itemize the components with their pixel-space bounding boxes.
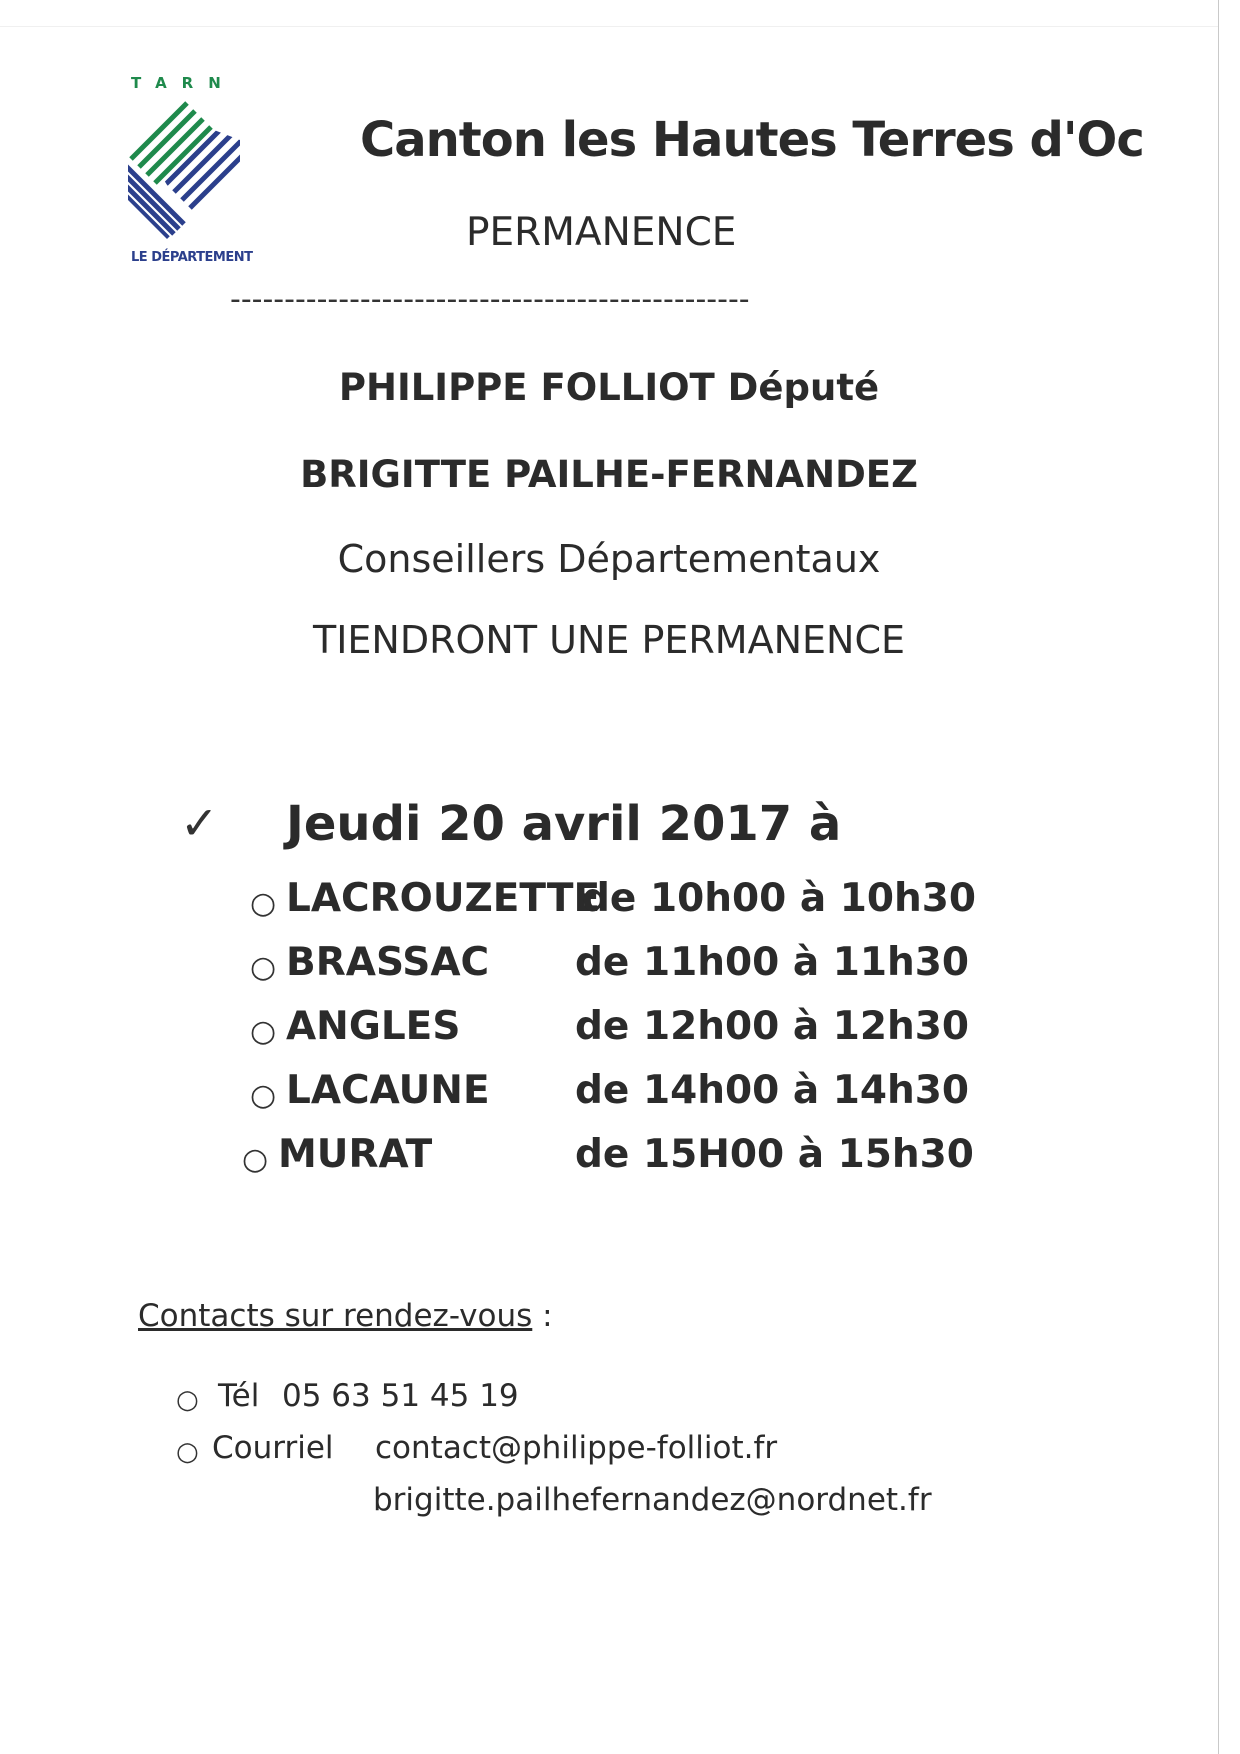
- contacts-title: Contacts sur rendez-vous: [138, 1298, 533, 1334]
- email-address[interactable]: contact@philippe-folliot.fr: [375, 1430, 778, 1466]
- role-text: Conseillers Départementaux: [337, 537, 881, 581]
- schedule-place: LACROUZETTE: [286, 876, 601, 921]
- schedule-place: ANGLES: [286, 1004, 461, 1049]
- bullet-icon: ○: [242, 1142, 269, 1177]
- email-label: Courriel: [212, 1430, 334, 1466]
- announcement-text: TIENDRONT UNE PERMANENCE: [313, 618, 905, 662]
- page-subtitle: PERMANENCE: [466, 210, 737, 255]
- tarn-logo-icon: [128, 100, 240, 242]
- contacts-heading: [138, 1298, 553, 1334]
- bullet-icon: ○: [250, 950, 277, 985]
- page-top-edge: [0, 26, 1218, 27]
- check-icon: ✓: [180, 796, 219, 850]
- schedule-place: LACAUNE: [286, 1068, 490, 1113]
- bullet-icon: ○: [250, 886, 277, 921]
- schedule-place: MURAT: [278, 1132, 433, 1177]
- schedule-time: de 14h00 à 14h30: [575, 1068, 970, 1113]
- schedule-time: de 10h00 à 10h30: [582, 876, 977, 921]
- bullet-icon: ○: [250, 1014, 277, 1049]
- schedule-time: de 12h00 à 12h30: [575, 1004, 970, 1049]
- name-line-1: PHILIPPE FOLLIOT Député: [338, 366, 880, 409]
- name-line-2: BRIGITTE PAILHE-FERNANDEZ: [300, 453, 918, 496]
- separator-line: ------------------------------------------------: [230, 282, 750, 317]
- phone-number: 05 63 51 45 19: [282, 1378, 519, 1414]
- date-heading: Jeudi 20 avril 2017 à: [286, 796, 842, 852]
- page-title: Canton les Hautes Terres d'Oc: [360, 112, 1144, 168]
- logo-bottom-text: LE DÉPARTEMENT: [131, 250, 253, 265]
- page-right-edge: [1218, 0, 1219, 1754]
- contacts-title-suffix: :: [532, 1298, 553, 1334]
- schedule-time: de 15H00 à 15h30: [575, 1132, 974, 1177]
- schedule-place: BRASSAC: [286, 940, 490, 985]
- phone-label: Tél: [218, 1378, 260, 1414]
- bullet-icon: ○: [250, 1078, 277, 1113]
- logo-top-text: TARN: [131, 74, 236, 92]
- schedule-time: de 11h00 à 11h30: [575, 940, 970, 985]
- bullet-icon: ○: [176, 1437, 199, 1467]
- bullet-icon: ○: [176, 1385, 199, 1415]
- email-address[interactable]: brigitte.pailhefernandez@nordnet.fr: [373, 1482, 932, 1518]
